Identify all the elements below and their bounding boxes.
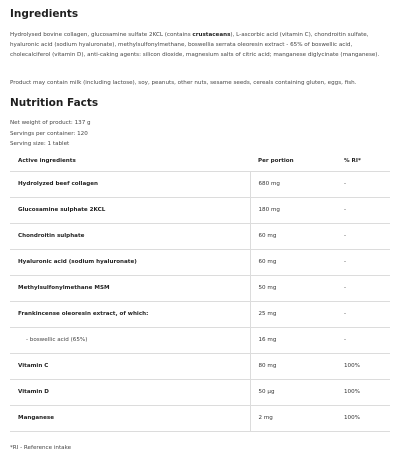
row-portion: 80 mg <box>250 353 336 379</box>
table-row <box>10 379 390 405</box>
allergen-crustaceans: crustaceans <box>192 32 231 38</box>
row-ri: - <box>336 275 390 301</box>
row-portion: 680 mg <box>250 171 336 197</box>
header-ri: % RI* <box>336 151 390 171</box>
row-portion: 50 mg <box>250 275 336 301</box>
may-contain-text: Product may contain milk (including lactose), soy, peanuts, other nuts, sesame seeds, cereals containing gluten, eggs, fish. <box>10 80 357 86</box>
row-ri: - <box>336 249 390 275</box>
row-ri: - <box>336 301 390 327</box>
row-portion: 180 mg <box>250 197 336 223</box>
table-row <box>10 327 390 353</box>
row-portion: 2 mg <box>250 405 336 431</box>
table-row <box>10 249 390 275</box>
row-name: - boswellic acid (65%) <box>10 327 250 353</box>
row-portion: 25 mg <box>250 301 336 327</box>
ingredients-text-start: Hydrolysed bovine collagen, glucosamine sulfate 2KCL (contains <box>10 32 193 38</box>
row-name: Hydrolyzed beef collagen <box>10 171 250 197</box>
nutrition-heading: Nutrition Facts <box>10 97 99 109</box>
table-row <box>10 275 390 301</box>
row-ri: - <box>336 223 390 249</box>
net-weight: Net weight of product: 137 g <box>10 120 91 126</box>
ingredients-text <box>10 31 392 60</box>
servings-per-container: Servings per container: 120 <box>10 130 88 137</box>
table-row <box>10 223 390 249</box>
row-portion: 50 µg <box>250 379 336 405</box>
row-ri: - <box>336 197 390 223</box>
row-name: Glucosamine sulphate 2KCL <box>10 197 250 223</box>
row-name: Methylsulfonylmethane MSM <box>10 275 250 301</box>
product-facts <box>10 118 91 150</box>
row-name: Vitamin D <box>10 379 250 405</box>
serving-size: Serving size: 1 tablet <box>10 141 70 148</box>
row-name: Frankincense oleoresin extract, of which: <box>10 301 250 327</box>
row-ri: - <box>336 327 390 353</box>
row-portion: 60 mg <box>250 249 336 275</box>
ingredients-heading: Ingredients <box>10 8 79 20</box>
row-portion: 60 mg <box>250 223 336 249</box>
row-portion: 16 mg <box>250 327 336 353</box>
table-row <box>10 405 390 431</box>
table-row <box>10 353 390 379</box>
table-row <box>10 171 390 197</box>
header-active-ingredients: Active ingredients <box>10 151 250 171</box>
ingredients-text-end: ), L-ascorbic acid (vitamin C), chondroitin sulfate, hyaluronic acid (sodium hyaluronate), methylsulfonylmethane, boswellia serrata oleoresin extract - 65% of boswellic acid, cholecalciferol (vitamin D), anti-caking agents: silicon dioxide, magnesium salts of citric acid; manganese diglycinate (manganese). <box>10 32 380 58</box>
row-name: Manganese <box>10 405 250 431</box>
row-name: Hyaluronic acid (sodium hyaluronate) <box>10 249 250 275</box>
ri-footnote: *RI - Reference intake <box>10 445 72 451</box>
row-ri: - <box>336 171 390 197</box>
row-name: Vitamin C <box>10 353 250 379</box>
table-row <box>10 197 390 223</box>
row-ri: 100% <box>336 379 390 405</box>
row-name: Chondroitin sulphate <box>10 223 250 249</box>
row-ri: 100% <box>336 353 390 379</box>
table-row <box>10 301 390 327</box>
row-ri: 100% <box>336 405 390 431</box>
header-per-portion: Per portion <box>250 151 336 171</box>
table-header-row <box>10 151 390 171</box>
nutrition-table <box>10 151 390 432</box>
